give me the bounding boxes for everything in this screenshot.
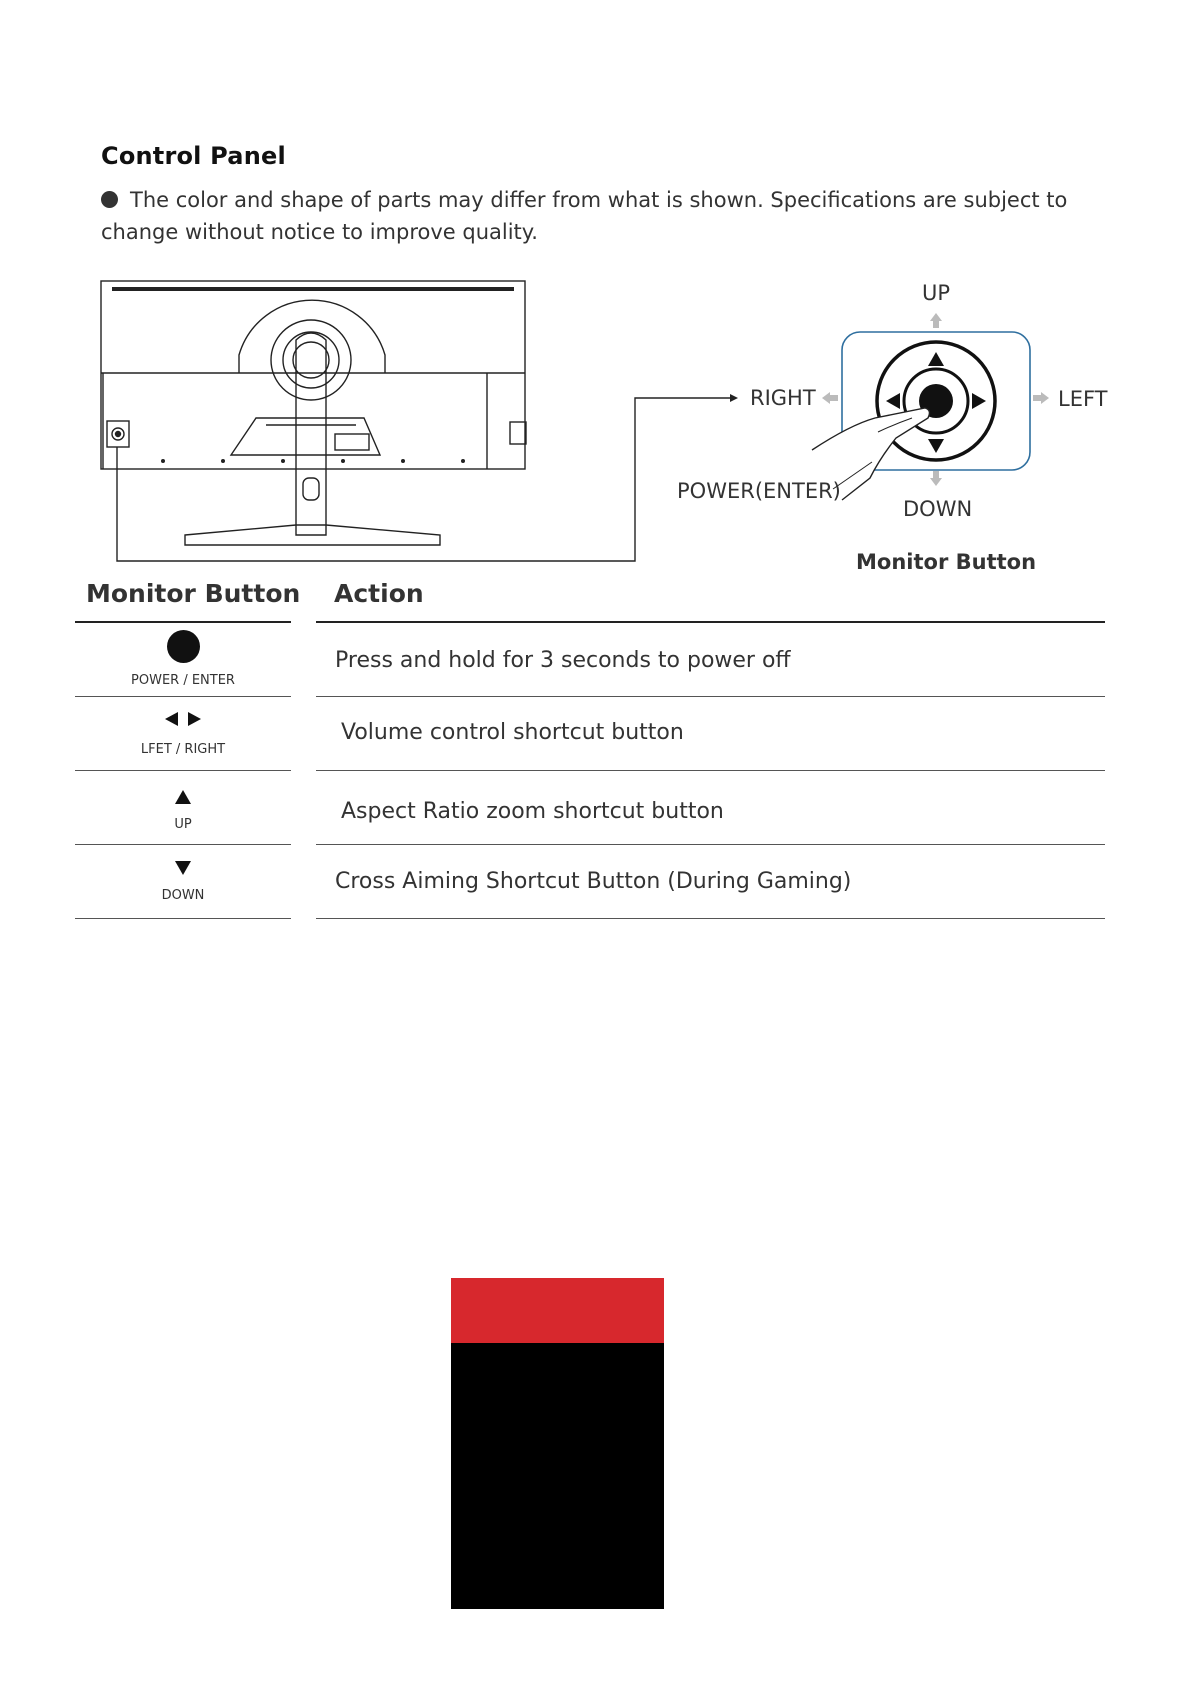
diagram-caption: Monitor Button	[856, 550, 1037, 574]
row-button-label: LFET / RIGHT	[140, 742, 226, 757]
label-down: DOWN	[903, 497, 973, 521]
label-right: RIGHT	[750, 386, 816, 410]
label-power: POWER(ENTER)	[677, 479, 841, 503]
row-rule	[75, 696, 291, 697]
monitor-back-illustration	[101, 281, 730, 561]
row-button-label: UP	[174, 817, 192, 832]
col-header-button: Monitor Button	[86, 579, 301, 608]
up-triangle-icon	[75, 789, 291, 809]
label-left: LEFT	[1058, 387, 1108, 411]
note-text: The color and shape of parts may differ from what is shown. Specifications are subject to change without notice to improve quality.	[101, 188, 1068, 244]
row-action-text: Aspect Ratio zoom shortcut button	[341, 799, 724, 824]
row-action-text: Press and hold for 3 seconds to power off	[335, 648, 791, 673]
left-right-arrows-icon	[75, 710, 291, 732]
label-up: UP	[922, 281, 951, 305]
header-rule-left	[75, 621, 291, 623]
row-rule	[316, 844, 1105, 845]
col-header-action: Action	[334, 579, 424, 608]
row-rule	[75, 918, 291, 919]
black-block	[451, 1343, 664, 1609]
power-button-icon	[75, 630, 291, 667]
row-rule	[75, 844, 291, 845]
row-action-text: Cross Aiming Shortcut Button (During Gaming)	[335, 869, 852, 894]
row-rule	[75, 770, 291, 771]
monitor-screws	[161, 459, 465, 463]
header-rule-right	[316, 621, 1105, 623]
row-button-label: POWER / ENTER	[131, 673, 235, 688]
row-rule	[316, 696, 1105, 697]
row-button-label: DOWN	[161, 888, 205, 903]
red-accent-block	[451, 1278, 664, 1343]
row-rule	[316, 770, 1105, 771]
section-title: Control Panel	[101, 142, 286, 170]
down-triangle-icon	[75, 860, 291, 880]
row-rule	[316, 918, 1105, 919]
monitor-diagram	[0, 0, 1191, 580]
row-action-text: Volume control shortcut button	[341, 720, 684, 745]
